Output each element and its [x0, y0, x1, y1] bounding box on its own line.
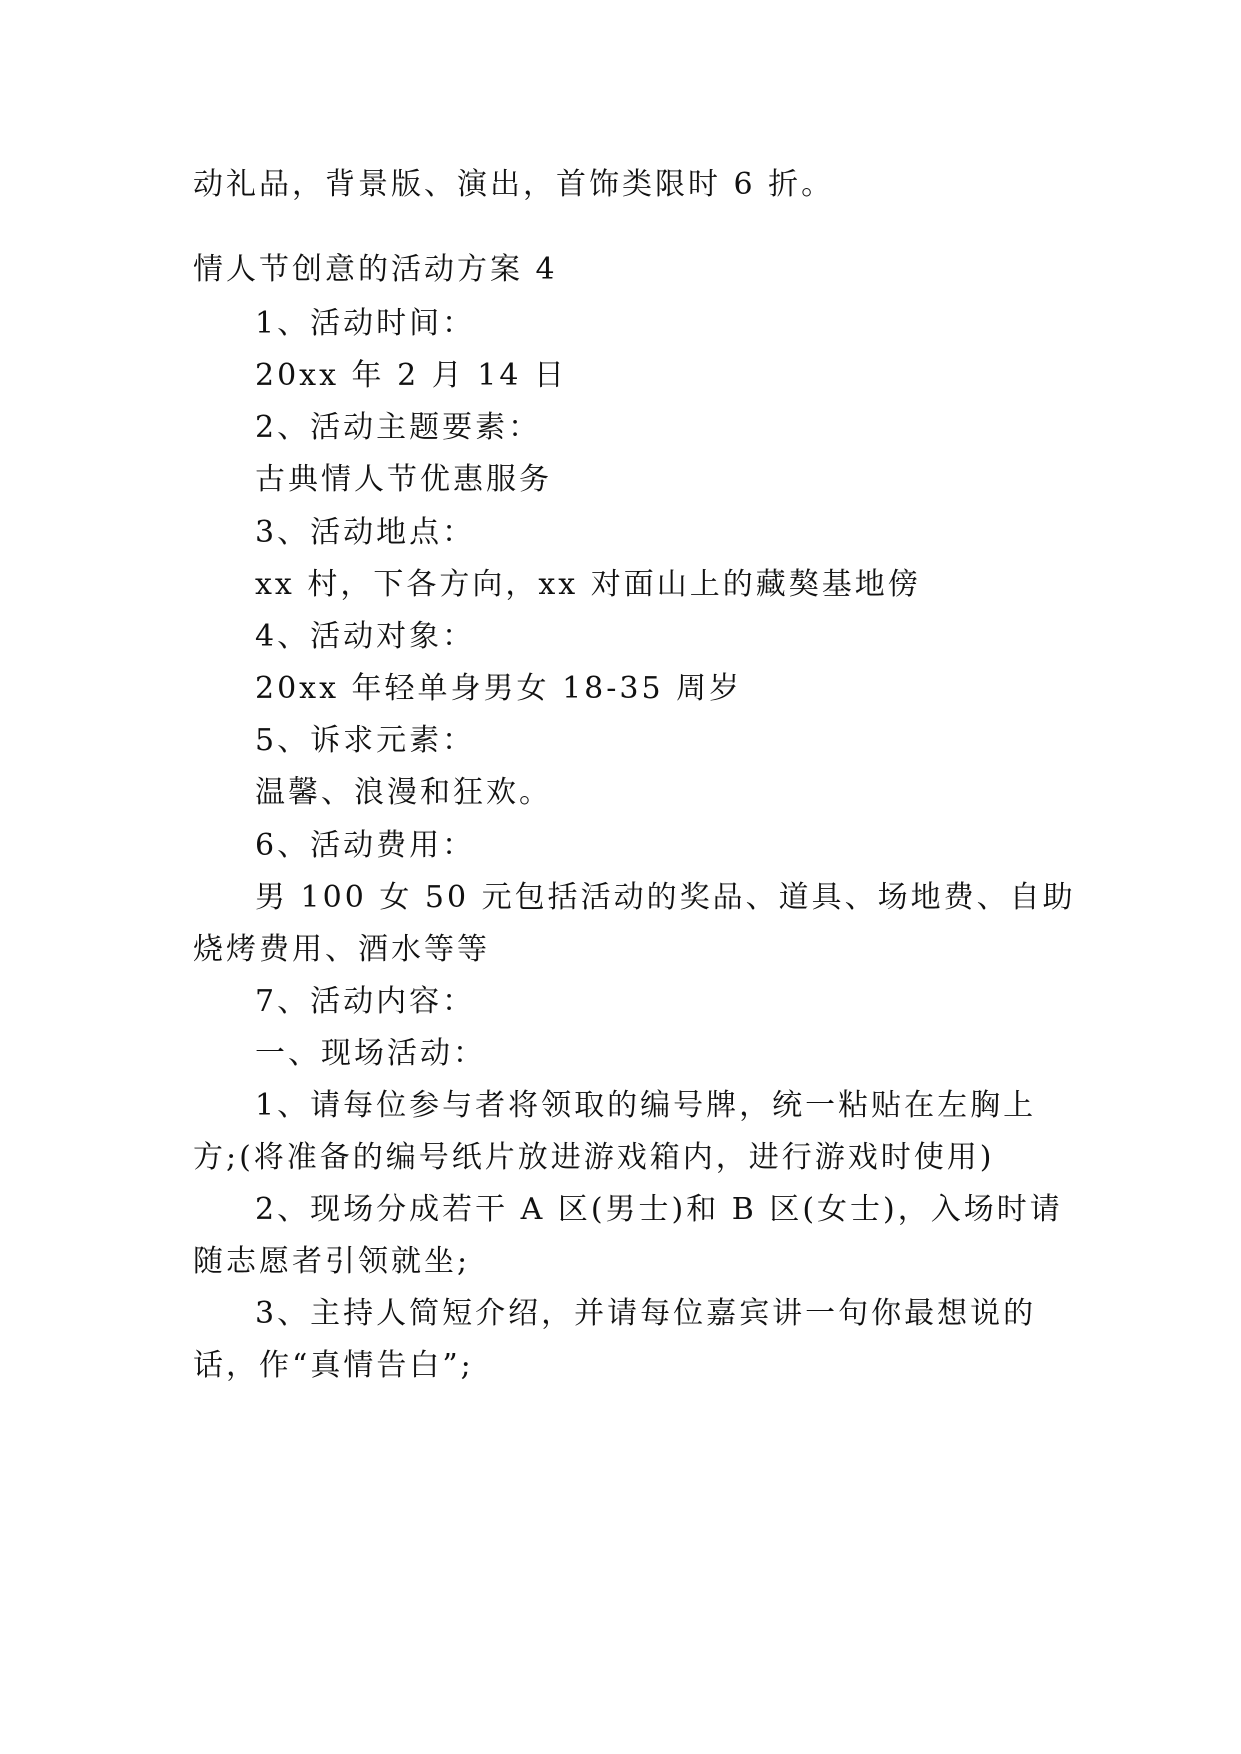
onsite-step1-line1: 1、请每位参与者将领取的编号牌，统一粘贴在左胸上: [255, 1088, 1037, 1123]
item-audience-label: 4、活动对象：: [255, 619, 476, 654]
onsite-step1-line2: 方;(将准备的编号纸片放进游戏箱内，进行游戏时使用): [193, 1140, 995, 1175]
onsite-step2-line2: 随志愿者引领就坐;: [193, 1244, 471, 1279]
item-location-label: 3、活动地点：: [255, 515, 476, 550]
item-appeal-value: 温馨、浪漫和狂欢。: [255, 775, 552, 810]
item-content-label: 7、活动内容：: [255, 984, 476, 1019]
item-activity-time-label: 1、活动时间：: [255, 306, 476, 341]
onsite-step2-line1: 2、现场分成若干 A 区(男士)和 B 区(女士)，入场时请: [255, 1192, 1063, 1227]
item-location-value: xx 村，下各方向，xx 对面山上的藏獒基地傍: [255, 567, 921, 602]
subsection-onsite-heading: 一、现场活动：: [255, 1036, 486, 1071]
item-theme-label: 2、活动主题要素：: [255, 410, 542, 445]
item-cost-value-line1: 男 100 女 50 元包括活动的奖品、道具、场地费、自助: [255, 880, 1076, 915]
onsite-step3-line2: 话，作“真情告白”;: [193, 1348, 474, 1383]
item-cost-value-line2: 烧烤费用、酒水等等: [193, 932, 490, 967]
item-theme-value: 古典情人节优惠服务: [255, 462, 552, 497]
item-audience-value: 20xx 年轻单身男女 18-35 周岁: [255, 671, 743, 706]
item-cost-label: 6、活动费用：: [255, 828, 476, 863]
item-activity-time-value: 20xx 年 2 月 14 日: [255, 358, 567, 393]
section-heading: 情人节创意的活动方案 4: [193, 252, 558, 287]
paragraph-continuation: 动礼品，背景版、演出，首饰类限时 6 折。: [193, 167, 835, 202]
item-appeal-label: 5、诉求元素：: [255, 723, 476, 758]
onsite-step3-line1: 3、主持人简短介绍，并请每位嘉宾讲一句你最想说的: [255, 1296, 1037, 1331]
